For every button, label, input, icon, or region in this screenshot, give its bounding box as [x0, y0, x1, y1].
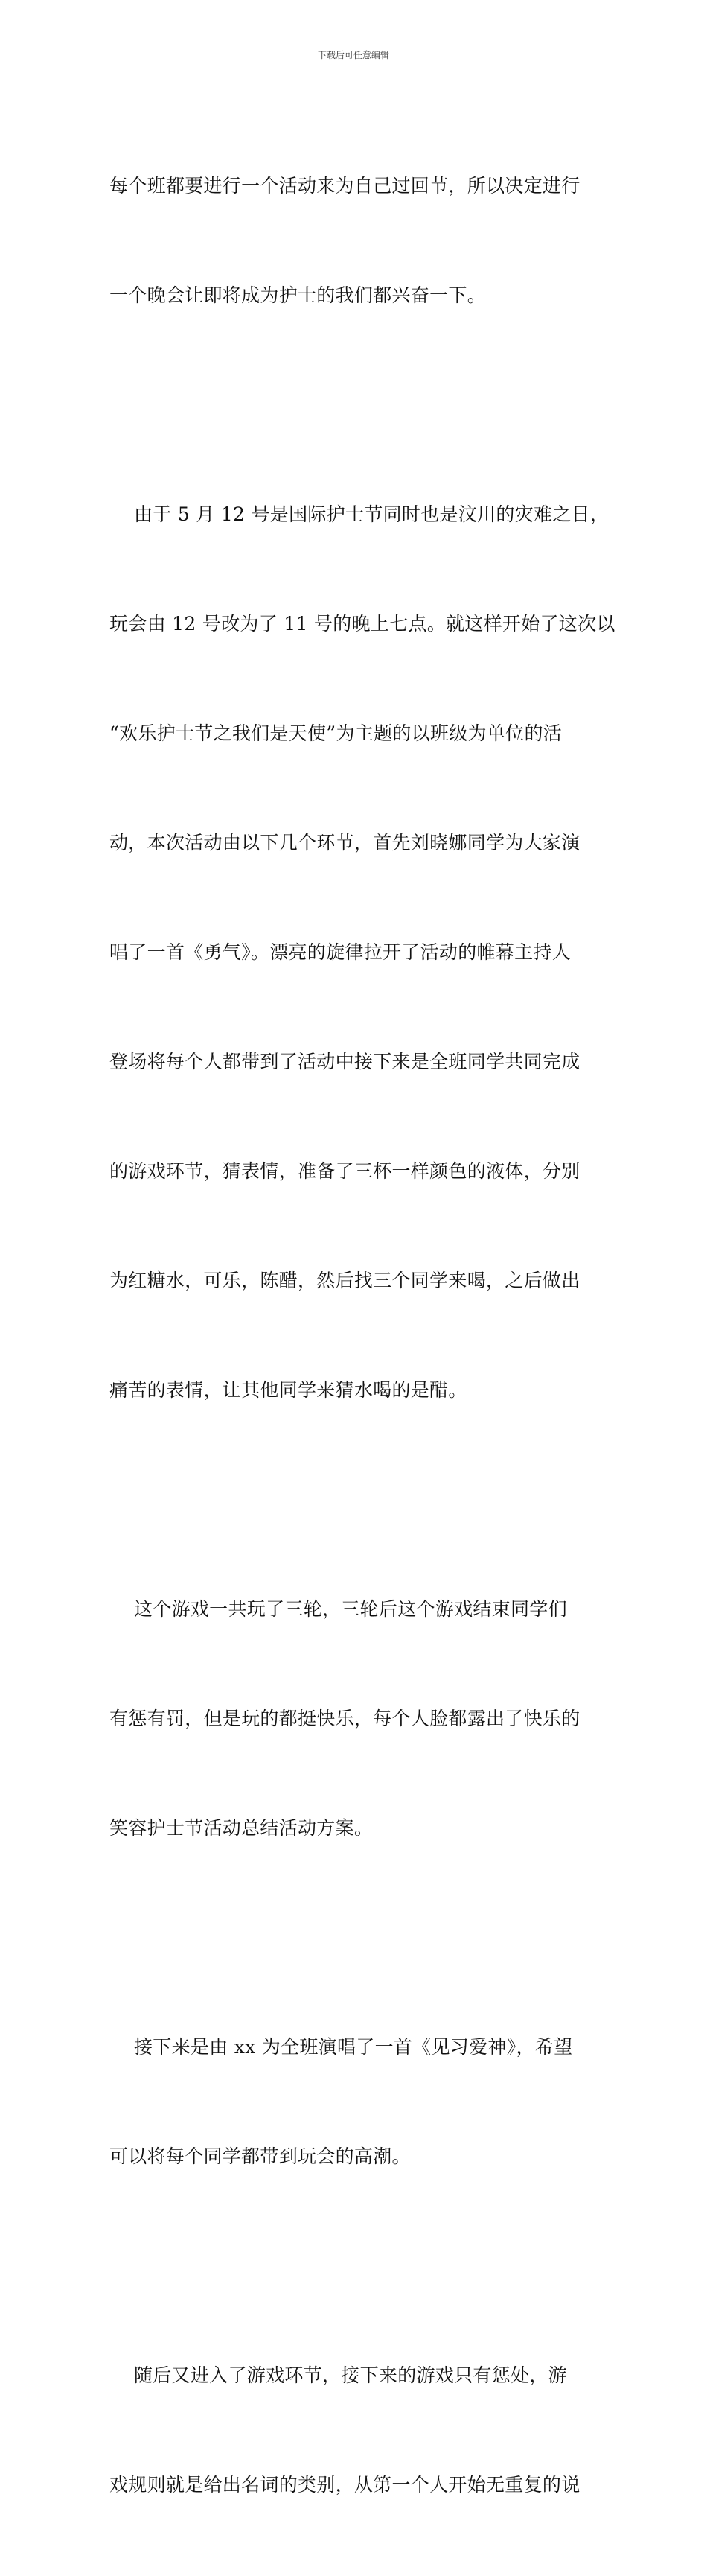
text-line: 戏规则就是给出名词的类别，从第一个人开始无重复的说: [109, 2474, 580, 2496]
document-body: [109, 95, 615, 2576]
paragraph-5: [109, 2284, 601, 2576]
text-line: 玩会由 12 号改为了 11 号的晚上七点。就这样开始了这次以: [109, 613, 615, 635]
text-line: 唱了一首《勇气》。漂亮的旋律拉开了活动的帷幕主持人: [109, 941, 572, 963]
text-line: 有惩有罚，但是玩的都挺快乐，每个人脸都露出了快乐的: [109, 1708, 580, 1729]
text-line: 笑容护士节活动总结活动方案。: [109, 1817, 374, 1839]
text-line: 一个晚会让即将成为护士的我们都兴奋一下。: [109, 284, 487, 306]
text-line: 随后又进入了游戏环节，接下来的游戏只有惩处，游: [109, 2364, 567, 2386]
text-line: 动，本次活动由以下几个环节，首先刘晓娜同学为大家演: [109, 832, 580, 853]
text-line: 由于 5 月 12 号是国际护士节同时也是汶川的灾难之日，: [109, 503, 610, 525]
text-line: 可以将每个同学都带到玩会的高潮。: [109, 2146, 411, 2167]
text-line: 每个班都要进行一个活动来为自己过回节，所以决定进行: [109, 175, 580, 197]
text-line: 为红糖水，可乐，陈醋，然后找三个同学来喝，之后做出: [109, 1270, 580, 1291]
paragraph-3: [109, 1518, 601, 1919]
text-line: 接下来是由 xx 为全班演唱了一首《见习爱神》，希望: [109, 2036, 573, 2058]
text-line: 这个游戏一共玩了三轮，三轮后这个游戏结束同学们: [109, 1598, 567, 1620]
text-line: 痛苦的表情，让其他同学来猜水喝的是醋。: [109, 1379, 467, 1401]
paragraph-1: [109, 95, 601, 387]
paragraph-2: [109, 423, 615, 1481]
page-header: 下载后可任意编辑: [317, 50, 389, 60]
text-line: 登场将每个人都带到了活动中接下来是全班同学共同完成: [109, 1051, 580, 1072]
text-line: “欢乐护士节之我们是天使”为主题的以班级为单位的活: [109, 722, 563, 744]
text-line: 的游戏环节，猜表情，准备了三杯一样颜色的液体，分别: [109, 1160, 580, 1182]
paragraph-4: [109, 1956, 601, 2248]
